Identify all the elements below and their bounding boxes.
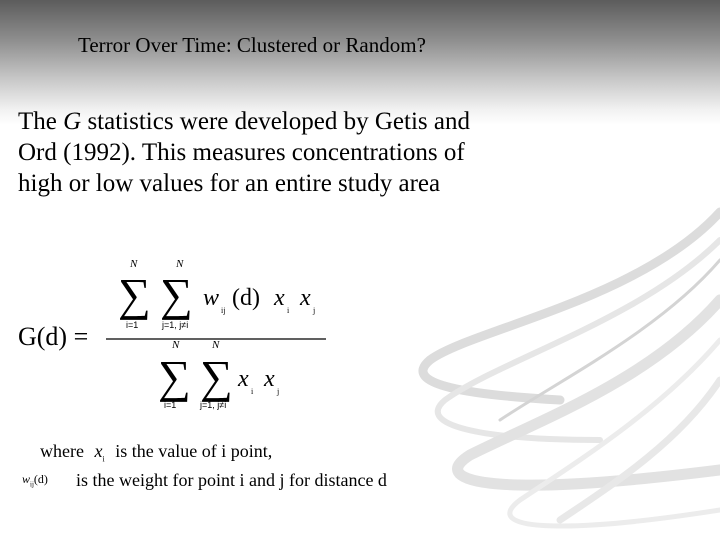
den-x-j-sub: j: [277, 387, 280, 396]
num-x-j: x: [300, 285, 311, 311]
num-x-i-sub: i: [287, 306, 290, 315]
note-where: where: [40, 441, 84, 461]
num-sum-i-sigma: ∑: [118, 269, 151, 320]
den-sum-j-sigma: ∑: [200, 351, 233, 402]
note-w-definition: is the weight for point i and j for distance d: [76, 470, 387, 490]
intro-line3: high or low values for an entire study area: [18, 170, 441, 197]
den-sum-j-lower: j=1, j≠i: [200, 400, 227, 410]
slide-title: Terror Over Time: Clustered or Random?: [78, 33, 426, 57]
intro-g-italic: G: [63, 108, 82, 135]
g-statistic-formula: [0, 250, 360, 430]
intro-paragraph: [18, 106, 470, 199]
intro-line1-after: statistics were developed by Getis and: [81, 108, 470, 135]
note-line1-rest: is the value of i point,: [115, 441, 273, 461]
note-w-d: (d): [33, 472, 48, 486]
den-sum-j-upper: N: [212, 339, 220, 351]
note-x-symbol: [94, 441, 104, 464]
note-x-sub: i: [102, 454, 105, 464]
num-w: w: [203, 285, 220, 311]
formula-lhs: G(d) =: [18, 322, 89, 351]
note-x-letter: x: [94, 441, 103, 461]
num-w-sub: ij: [221, 306, 226, 315]
num-sum-i-lower: i=1: [126, 320, 139, 330]
num-sum-j-lower: j=1, j≠i: [162, 320, 189, 330]
den-x-i-sub: i: [251, 387, 254, 396]
note-w-letter: w: [22, 472, 31, 486]
intro-line2: Ord (1992). This measures concentrations of: [18, 139, 465, 166]
note-w-symbol: [22, 472, 48, 488]
den-sum-i-sigma: ∑: [158, 351, 191, 402]
num-x-i: x: [274, 285, 285, 311]
note-x-definition: [40, 441, 272, 464]
num-sum-j-upper: N: [176, 258, 184, 270]
note-w-sub: ij: [30, 480, 34, 489]
den-x-j: x: [264, 366, 275, 392]
den-sum-i-upper: N: [172, 339, 180, 351]
num-d: (d): [232, 285, 260, 311]
num-sum-j-sigma: ∑: [160, 269, 193, 320]
num-x-j-sub: j: [313, 306, 316, 315]
den-x-i: x: [238, 366, 249, 392]
num-sum-i-upper: N: [130, 258, 138, 270]
intro-line1-before: The: [18, 108, 64, 135]
den-sum-i-lower: i=1: [164, 400, 177, 410]
